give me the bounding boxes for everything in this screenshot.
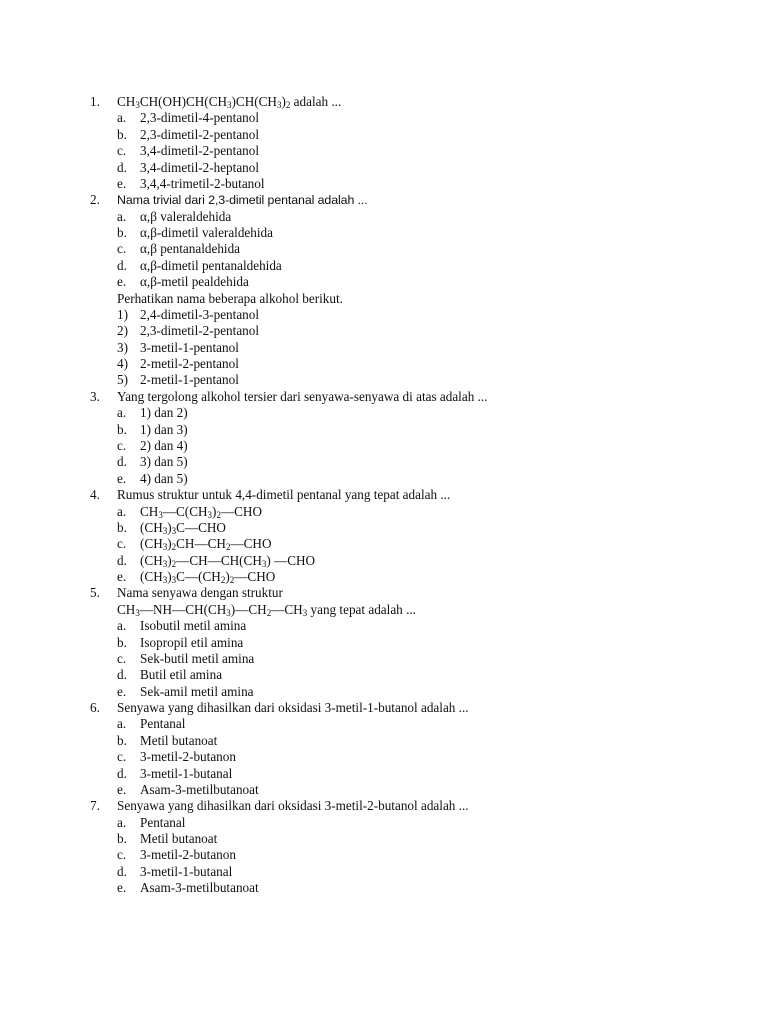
question-stem: Yang tergolong alkohol tersier dari senyawa-senyawa di atas adalah ... (117, 389, 488, 404)
option-letter: e. (117, 782, 127, 797)
option-text: 3-metil-2-butanon (140, 749, 236, 764)
option-text: $CH_3—C(CH_3)_2—CHO$ (140, 504, 262, 520)
option-letter: d. (117, 553, 127, 568)
option-text: Sek-amil metil amina (140, 684, 254, 699)
question-number: 2. (90, 192, 100, 207)
option-text: 3-metil-1-butanal (140, 864, 233, 879)
option-text: $(CH_3)_3C—CHO$ (140, 520, 226, 536)
subscript: 2 (225, 542, 231, 552)
question-stem: $CH_3CH(OH)CH(CH_3)CH(CH_3)_2$ adalah ... (117, 94, 342, 110)
subscript: 3 (135, 100, 140, 110)
option-letter: d. (117, 864, 127, 879)
question-stem: Nama trivial dari 2,3-dimetil pentanal adalah ... (117, 193, 368, 207)
subscript: 3 (162, 526, 168, 536)
question-number: 1. (90, 94, 100, 109)
list-number: 4) (117, 356, 128, 371)
option-text: 3,4-dimetil-2-pentanol (140, 143, 260, 158)
question-number: 3. (90, 389, 100, 404)
list-item-text: 2-metil-1-pentanol (140, 372, 239, 387)
option-letter: c. (117, 241, 127, 256)
option-text: 1) dan 3) (140, 422, 188, 437)
option-text: Sek-butil metil amina (140, 651, 255, 666)
option-text: 2) dan 4) (140, 438, 188, 453)
subscript: 3 (226, 608, 231, 618)
list-number: 5) (117, 372, 128, 387)
option-letter: b. (117, 733, 127, 748)
list-item-text: 2,4-dimetil-3-pentanol (140, 307, 260, 322)
subscript: 2 (216, 510, 221, 520)
option-letter: e. (117, 471, 127, 486)
option-letter: b. (117, 225, 127, 240)
option-letter: c. (117, 536, 127, 551)
question-number: 7. (90, 798, 100, 813)
subscript: 3 (162, 575, 168, 585)
option-letter: a. (117, 716, 127, 731)
option-letter: c. (117, 749, 127, 764)
option-text: α,β-metil pealdehida (140, 274, 249, 289)
question-number: 6. (90, 700, 100, 715)
option-text: 3-metil-1-butanal (140, 766, 233, 781)
option-text: Asam-3-metilbutanoat (140, 782, 259, 797)
option-letter: d. (117, 160, 127, 175)
option-letter: a. (117, 618, 127, 633)
subscript: 3 (261, 559, 267, 569)
subscript: 2 (229, 575, 235, 585)
option-letter: e. (117, 569, 127, 584)
subscript: 3 (302, 608, 308, 618)
option-letter: b. (117, 422, 127, 437)
option-letter: c. (117, 651, 127, 666)
option-text: 3,4,4-trimetil-2-butanol (140, 176, 265, 191)
option-text: 2,3-dimetil-2-pentanol (140, 127, 260, 142)
option-letter: c. (117, 847, 127, 862)
option-text: Isopropil etil amina (140, 635, 244, 650)
subscript: 3 (171, 526, 177, 536)
option-letter: e. (117, 176, 127, 191)
list-number: 3) (117, 340, 128, 355)
subscript: 2 (285, 100, 291, 110)
question-stem: Senyawa yang dihasilkan dari oksidasi 3-metil-1-butanol adalah ... (117, 700, 469, 715)
subscript: 3 (276, 100, 282, 110)
list-number: 1) (117, 307, 128, 322)
subscript: 3 (227, 100, 232, 110)
option-text: 2,3-dimetil-4-pentanol (140, 110, 260, 125)
option-letter: a. (117, 504, 127, 519)
subscript: 3 (162, 542, 168, 552)
question-number: 5. (90, 585, 100, 600)
option-text: α,β-dimetil valeraldehida (140, 225, 273, 240)
subscript: 2 (220, 575, 226, 585)
instruction-text: Perhatikan nama beberapa alkohol berikut. (117, 291, 343, 306)
question-stem-formula: $CH_3—NH—CH(CH_3)—CH_2—CH_3$ yang tepat adalah ... (117, 602, 416, 618)
subscript: 2 (171, 542, 177, 552)
option-text: Metil butanoat (140, 733, 218, 748)
subscript: 3 (135, 608, 140, 618)
option-text: Metil butanoat (140, 831, 218, 846)
question-number: 4. (90, 487, 100, 502)
option-text: α,β valeraldehida (140, 209, 232, 224)
option-letter: d. (117, 258, 127, 273)
option-letter: e. (117, 274, 127, 289)
option-letter: c. (117, 143, 127, 158)
question-stem: Nama senyawa dengan struktur (117, 585, 283, 600)
option-text: $(CH_3)_2CH—CH_2—CHO$ (140, 536, 272, 552)
option-letter: b. (117, 520, 127, 535)
list-item-text: 2-metil-2-pentanol (140, 356, 239, 371)
option-text: 4) dan 5) (140, 471, 188, 486)
option-text: Isobutil metil amina (140, 618, 247, 633)
option-letter: d. (117, 766, 127, 781)
subscript: 3 (162, 559, 168, 569)
option-text: α,β pentanaldehida (140, 241, 241, 256)
option-letter: a. (117, 209, 127, 224)
question-stem: Rumus struktur untuk 4,4-dimetil pentanal yang tepat adalah ... (117, 487, 451, 502)
list-number: 2) (117, 323, 128, 338)
option-text: 3) dan 5) (140, 454, 188, 469)
option-text: 3-metil-2-butanon (140, 847, 236, 862)
subscript: 3 (171, 575, 177, 585)
subscript: 3 (207, 510, 213, 520)
list-item-text: 3-metil-1-pentanol (140, 340, 239, 355)
option-text: 3,4-dimetil-2-heptanol (140, 160, 260, 175)
question-stem: Senyawa yang dihasilkan dari oksidasi 3-metil-2-butanol adalah ... (117, 798, 469, 813)
subscript: 2 (266, 608, 272, 618)
option-letter: a. (117, 110, 127, 125)
option-letter: e. (117, 684, 127, 699)
option-letter: e. (117, 880, 127, 895)
list-item-text: 2,3-dimetil-2-pentanol (140, 323, 260, 338)
option-letter: a. (117, 405, 127, 420)
option-letter: d. (117, 454, 127, 469)
option-text: α,β-dimetil pentanaldehida (140, 258, 282, 273)
option-letter: b. (117, 831, 127, 846)
option-text: $(CH_3)_2—CH—CH(CH_3)$ —CHO (140, 553, 316, 569)
option-text: Asam-3-metilbutanoat (140, 880, 259, 895)
option-text: 1) dan 2) (140, 405, 188, 420)
option-letter: c. (117, 438, 127, 453)
option-text: Pentanal (140, 815, 186, 830)
option-letter: b. (117, 635, 127, 650)
subscript: 2 (171, 559, 177, 569)
option-letter: b. (117, 127, 127, 142)
option-letter: a. (117, 815, 127, 830)
option-letter: d. (117, 667, 127, 682)
option-text: $(CH_3)_3C—(CH_2)_2—CHO$ (140, 569, 276, 585)
option-text: Pentanal (140, 716, 186, 731)
subscript: 3 (158, 510, 163, 520)
option-text: Butil etil amina (140, 667, 223, 682)
